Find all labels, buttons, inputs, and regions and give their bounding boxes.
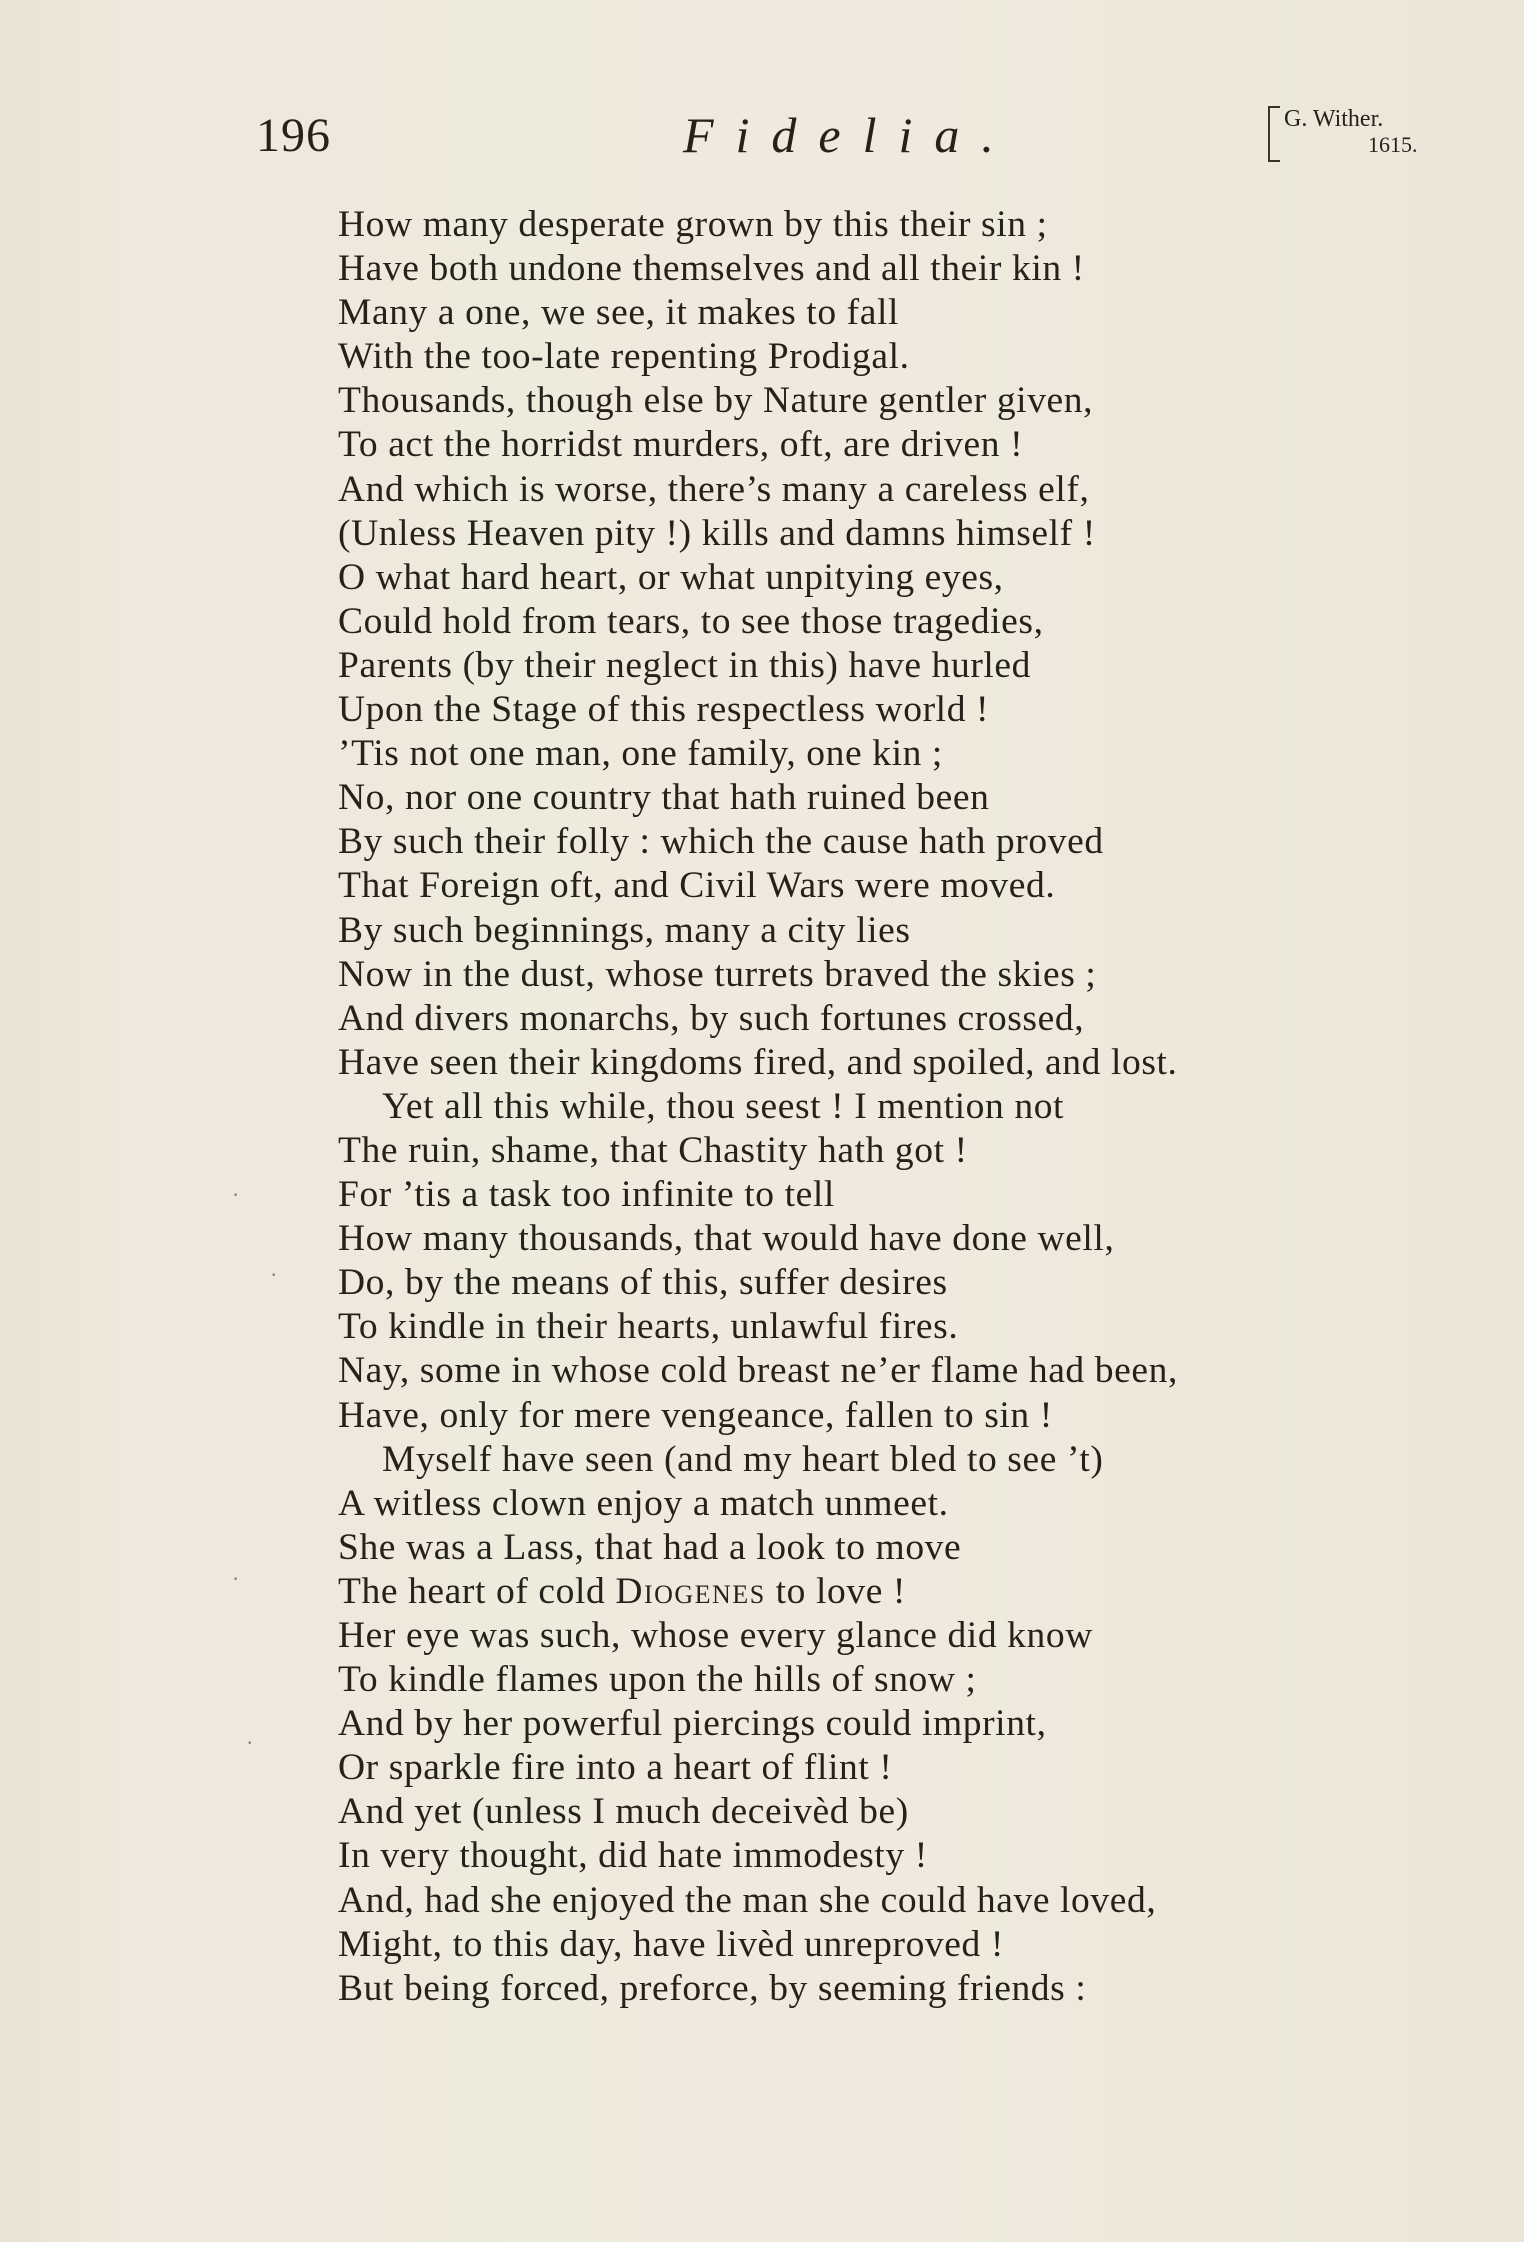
poem-line: Now in the dust, whose turrets braved the skies ; <box>338 953 1097 995</box>
poem-line: Do, by the means of this, suffer desires <box>338 1262 948 1304</box>
poem-line: No, nor one country that hath ruined been <box>338 777 990 819</box>
poem-line: The ruin, shame, that Chastity hath got ! <box>338 1129 968 1171</box>
poem-line: And yet (unless I much deceivèd be) <box>338 1791 909 1833</box>
poem-line: Myself have seen (and my heart bled to see ’t) <box>382 1438 1104 1480</box>
small-caps-name: Diogenes <box>615 1570 766 1612</box>
poem-line: Have seen their kingdoms fired, and spoiled, and lost. <box>338 1041 1178 1083</box>
poem-line: Yet all this while, thou seest ! I mention not <box>382 1085 1065 1127</box>
poem-line: The heart of cold Diogenes to love ! <box>338 1570 907 1612</box>
poem-line: (Unless Heaven pity !) kills and damns himself ! <box>338 512 1096 554</box>
page-number: 196 <box>256 109 331 162</box>
poem-line: In very thought, did hate immodesty ! <box>338 1835 928 1877</box>
page-header <box>0 98 1524 168</box>
poem-line: Have, only for mere vengeance, fallen to sin ! <box>338 1394 1053 1436</box>
attribution-year: 1615. <box>1368 132 1418 157</box>
margin-smudge: · <box>246 1730 254 1755</box>
poem-line: And by her powerful piercings could imprint, <box>338 1703 1047 1745</box>
poem-line: With the too-late repenting Prodigal. <box>338 336 910 378</box>
poem-line: Nay, some in whose cold breast ne’er flame had been, <box>338 1350 1178 1392</box>
poem-line: Have both undone themselves and all their kin ! <box>338 248 1085 290</box>
poem-line: Many a one, we see, it makes to fall <box>338 292 900 334</box>
poem-line: Thousands, though else by Nature gentler given, <box>338 380 1094 422</box>
poem-line: For ’tis a task too infinite to tell <box>338 1174 835 1216</box>
poem-line: Upon the Stage of this respectless world ! <box>338 689 990 731</box>
poem-line: To kindle in their hearts, unlawful fires. <box>338 1306 959 1348</box>
poem-line: She was a Lass, that had a look to move <box>338 1526 962 1568</box>
margin-smudge: · <box>232 1566 240 1591</box>
poem-line: ’Tis not one man, one family, one kin ; <box>338 733 943 775</box>
poem-line: Or sparkle fire into a heart of flint ! <box>338 1747 893 1789</box>
poem-line: Her eye was such, whose every glance did know <box>338 1615 1093 1656</box>
poem-line: O what hard heart, or what unpitying eyes, <box>338 556 1004 598</box>
attribution-author: G. Wither. <box>1284 106 1384 132</box>
poem-line: That Foreign oft, and Civil Wars were moved. <box>338 865 1056 907</box>
poem-line: A witless clown enjoy a match unmeet. <box>338 1482 949 1524</box>
poem-line: By such their folly : which the cause hath proved <box>338 821 1104 863</box>
poem-line: Parents (by their neglect in this) have hurled <box>338 644 1032 686</box>
poem-line: To kindle flames upon the hills of snow ; <box>338 1659 977 1701</box>
poem-line: Could hold from tears, to see those tragedies, <box>338 600 1044 642</box>
poem-line: How many desperate grown by this their sin ; <box>338 204 1048 245</box>
poem-line: By such beginnings, many a city lies <box>338 909 911 951</box>
attribution-bracket <box>1268 106 1470 162</box>
poem-line: And, had she enjoyed the man she could have loved, <box>338 1879 1157 1921</box>
poem-text <box>338 203 1458 2011</box>
poem-line: And divers monarchs, by such fortunes crossed, <box>338 997 1085 1039</box>
poem-line: To act the horridst murders, oft, are driven ! <box>338 424 1024 466</box>
poem-line: Might, to this day, have livèd unreproved ! <box>338 1923 1004 1965</box>
margin-smudge: · <box>270 1262 278 1287</box>
margin-smudge: · <box>232 1182 240 1207</box>
poem-line: But being forced, preforce, by seeming friends : <box>338 1967 1087 2009</box>
poem-line: And which is worse, there’s many a careless elf, <box>338 468 1090 510</box>
running-title: Fidelia. <box>683 107 1016 163</box>
poem-line: How many thousands, that would have done well, <box>338 1218 1115 1260</box>
